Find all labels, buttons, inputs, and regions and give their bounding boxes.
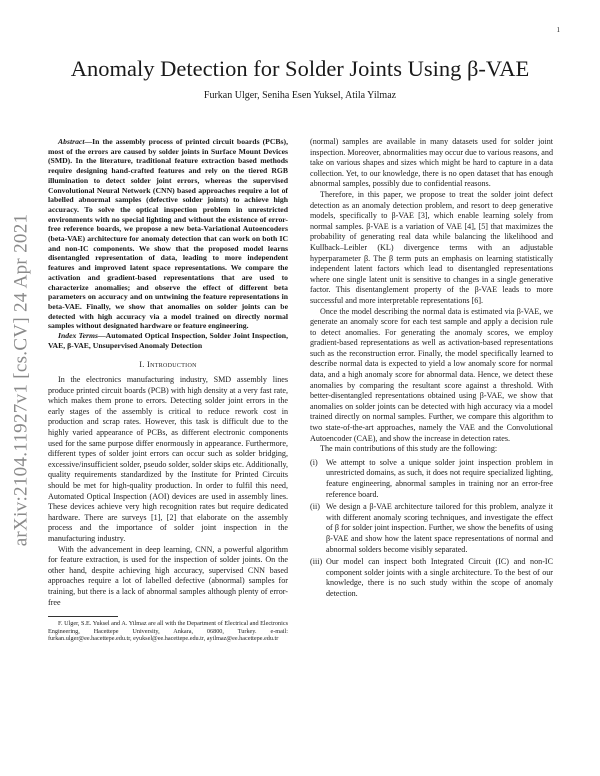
contributions-list (310, 458, 553, 600)
section-title: Introduction (147, 360, 197, 370)
arxiv-stamp (8, 160, 34, 600)
right-column (310, 137, 553, 602)
index-terms-text: —Automated Optical Inspection, Solder Joint Inspection, VAE, β-VAE, Unsupervised Anomaly Detection (48, 331, 289, 350)
arxiv-id: arXiv:2104.11927v1 [cs.CV] 24 Apr 2021 (10, 213, 32, 547)
list-item-label: (i) (310, 457, 318, 467)
page-number: 1 (556, 26, 560, 34)
paper-authors: Furkan Ulger, Seniha Esen Yuksel, Atila Yilmaz (203, 90, 397, 101)
list-item (310, 458, 553, 500)
footnote-rule (48, 616, 118, 617)
paper-title: Anomaly Detection for Solder Joints Using β-VAE (70, 56, 530, 81)
section-heading (48, 360, 288, 371)
list-item-text: We design a β-VAE architecture tailored for this problem, analyze it with different anomaly scoring techniques, and investigate the effect of β for solder joint inspection. Further, we show the benefits of using β-VAE and show how the latent space representations of normal and abnormal solders become visibly separated. (326, 502, 553, 554)
intro-paragraph-5: Once the model describing the normal data is estimated via β-VAE, we generate an anomaly score for each test sample and apply a decision rule to detect anomalies. For generating the anomaly scores, we employ gradient-based representations as well as activation-based representations such as the reconstruction error. Finally, the model specifically learned to describe normal data is expected to yield a low anomaly score for normal data, and a high anomaly score for abnormal data. Hence, we detect these anomalies by comparing the resultant score against a threshold. With better-disentangled representations obtained using β-VAE, we show that anomalies on solder joints can be detected with high accuracy via a model trained directly on normal samples. Further, we compare this algorithm to two state-of-the-art approaches, namely the VAE and the Convolutional Autoencoder (CAE), and show the increase in detection rates. (310, 306, 553, 443)
intro-paragraph-4: Therefore, in this paper, we propose to treat the solder joint defect detection as an anomaly detection problem, and resort to deep generative models, specifically to β-VAE [3], which enable learning solely from normal samples. β-VAE is a variation of VAE [4], [5] that maximizes the probability of generating real data while balancing the likelihood and Kullback–Leibler (KL) divergence terms with an adjustable hyperparameter β. The β term puts an emphasis on learning statistically independent latent factors which lead to disentangled representations where one single latent unit is sensitive to changes in a single generative factor. This disentanglement property of the β-VAE leads to more successful and more interpretable representations [6]. (310, 189, 553, 305)
intro-paragraph-1: In the electronics manufacturing industry, SMD assembly lines produce printed circuit boards (PCB) with high density at a very fast rate, which makes them prone to errors. Detecting solder joint errors in the early stages of the assembly is critical to reduce rework cost in production and scrap rates. However, this task is difficult due to the highly varied appearance of PCBs, as different electronic components used for the same purpose differ enormously in appearance. Furthermore, different types of solder joint errors can occur such as solder bridging, excessive/insufficient solder, pseudo solder, solder skips etc. Additionally, quality requirements standardized by the Institute for Printed Circuits should be met for high-quality production. In order to fulfil this need, Automated Optical Inspection (AOI) devices are used in assembly lines. These devices achieve very high recognition rates but require dedicated hardware. There are surveys [1], [2] that elaborate on the assembly process and the importance of solder joint inspection in the manufacturing industry. (48, 375, 288, 543)
list-item-text: Our model can inspect both Integrated Circuit (IC) and non-IC component solder joints with a single architecture. To the best of our knowledge, there is no such study within the scope of anomaly detection. (326, 557, 553, 598)
index-terms-label: Index Terms (58, 331, 98, 341)
section-number: I. (139, 360, 145, 370)
intro-paragraph-3: (normal) samples are available in many datasets used for solder joint inspection. Moreover, abnormalities may occur due to various reasons, and take on various shapes and sizes which might be hard to capture in a data collection. Yet, to our knowledge, there is no open dataset that has enough abnormal samples, possibly due to confidential reasons. (310, 137, 553, 189)
abstract-text: —In the assembly process of printed circuit boards (PCBs), most of the errors are caused by solder joints in Surface Mount Devices (SMD). In the literature, traditional feature extraction based methods require designing hand-crafted features and rely on the tiered RGB illumination to detect solder joint errors, whereas the supervised Convolutional Neural Network (CNN) based approaches require a lot of labelled abnormal samples (defective solder joints) to achieve high accuracy. To solve the optical inspection problem in unrestricted environments with no special lighting and without the existence of error-free reference boards, we propose a new beta-Variational Autoencoders (beta-VAE) architecture for anomaly detection that can work on both IC and non-IC components. We show that the proposed model learns disentangled representation of data, leading to more independent features and improved latent space representations. We compare the activation and gradient-based representations that are used to characterize anomalies; and observe the effect of different beta parameters on accuracy and on untwining the feature representations in beta-VAE. Finally, we show that anomalies on solder joints can be detected with high accuracy via a model trained on directly normal samples without designated hardware or feature engineering. (48, 137, 288, 331)
left-column (48, 137, 288, 643)
abstract (48, 137, 288, 331)
list-item-text: We attempt to solve a unique solder joint inspection problem in unrestricted domains, as such, it does not require specialized lighting, feature engineering, abnormal samples in training nor an error-free reference board. (326, 457, 553, 499)
abstract-label: Abstract (58, 137, 85, 146)
list-item-label: (iii) (310, 557, 323, 567)
index-terms (48, 331, 288, 350)
contributions-intro: The main contributions of this study are the following: (320, 444, 498, 454)
list-item (310, 557, 553, 599)
list-item-label: (ii) (310, 502, 320, 512)
intro-paragraph-2: With the advancement in deep learning, CNN, a powerful algorithm for feature extraction, is used for the inspection of solder joints. On the other hand, despite achieving high accuracy, supervised CNN based approaches require a lot of labelled defective (abnormal) samples for training, but there is a lack of abnormal samples although plenty of error-free (48, 544, 288, 607)
list-item (310, 502, 553, 555)
author-footnote: F. Ulger, S.E. Yuksel and A. Yilmaz are all with the Department of Electrical and Electronics Engineering, Hacettepe University, Ankara, 06800, Turkey. e-mail: furkan.ulger@ee.hacettepe.edu.tr, eyuksel@ee.hacettepe.edu.tr, ayilmaz@ee.hacettepe.edu.tr (48, 620, 288, 643)
